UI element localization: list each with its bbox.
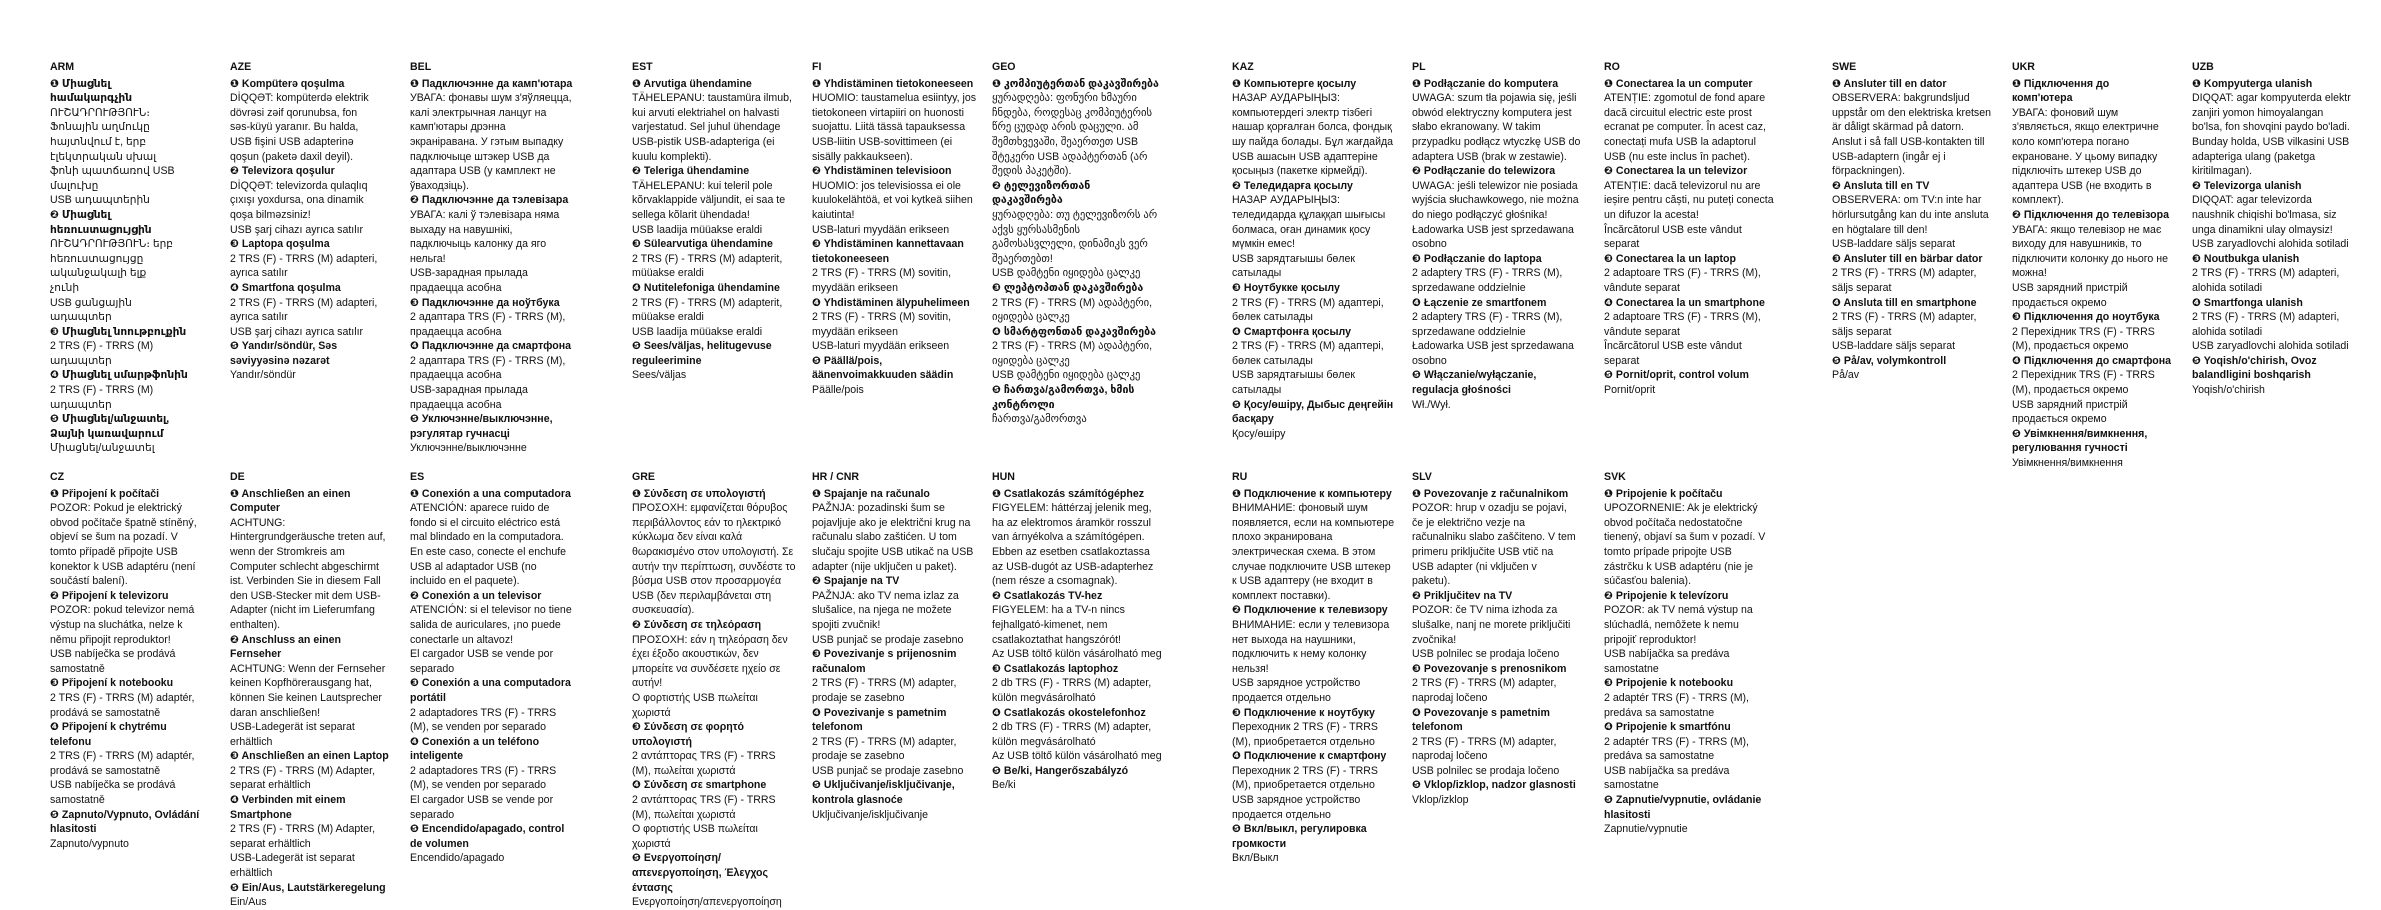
step-heading: ❹ Povezovanje s pametnim telefonom xyxy=(1412,706,1550,734)
instruction-text: 2 TRS (F) - TRRS (M) адаптері, бөлек сатылады xyxy=(1232,340,1384,367)
instruction-text: PAŽNJA: pozadinski šum se pojavljuje ako je električni krug na računalu slabo zaštićen. U tom slučaju spojite USB utikač na USB adapter (nije uključen u paket). xyxy=(812,502,974,573)
instruction-text: POZOR: Pokud je elektrický obvod počítače špatně stíněný, objeví se šum na pozadí. V tomto případě připojte USB konektor k USB adaptéru (není součástí balení). xyxy=(50,502,197,588)
instruction-text: ՈՒՇԱԴՐՈՒԹՅՈՒՆ։ Ֆոնային աղմուկը xyxy=(50,106,150,134)
step-heading: ❶ Ansluter till en dator xyxy=(1832,77,1947,90)
step-heading: ❷ Միացնել հեռուստացույցին xyxy=(50,208,152,236)
step-heading: ❸ Подключение к ноутбуку xyxy=(1232,706,1375,719)
instruction-text: 2 TRS (F) - TRRS (M) адаптері, бөлек сатылады xyxy=(1232,296,1384,324)
instruction-text: 2 TRS (F) - TRRS (M) adapteri, ayrıca satılır xyxy=(230,252,378,280)
instruction-text: TÄHELEPANU: kui teleril pole kõrvaklappide väljundit, ei saa te sellega kõlarit ühendada! xyxy=(632,179,786,221)
step-heading: ❶ Podłączanie do komputera xyxy=(1412,77,1559,90)
instruction-text: Ο φορτιστής USB πωλείται χωριστά xyxy=(632,823,758,850)
step-heading: ❺ Be/ki, Hangerőszabályzó xyxy=(992,764,1129,777)
step-heading: ❸ Anschließen an einen Laptop xyxy=(230,750,389,763)
instruction-text: 2 TRS (F) - TRRS (M) adaptér, prodává se samostatně xyxy=(50,691,195,719)
step-heading: ❸ Conexión a una computadora portátil xyxy=(410,677,571,704)
step-heading: ❺ Уключэнне/выключэнне, рэгулятар гучнасці xyxy=(410,413,553,440)
language-code: BEL xyxy=(410,61,432,73)
step-heading: ❹ Смартфонға қосылу xyxy=(1232,325,1351,338)
instruction-text: USB zaryadlovchi alohida sotiladi xyxy=(2192,238,2349,251)
step-heading: ❶ Arvutiga ühendamine xyxy=(632,77,752,90)
step-heading: ❶ Csatlakozás számítógéphez xyxy=(992,487,1145,500)
instruction-text: ყურადღება: თუ ტელევიზორს არ აქვს ყურსასმენის გამოსასვლელი, დინამიკს ვერ შეაერთებთ! xyxy=(992,208,1158,265)
language-code: KAZ xyxy=(1232,61,1254,73)
instruction-text: Päälle/pois xyxy=(812,384,864,397)
language-code: PL xyxy=(1412,61,1426,73)
step-heading: ❹ Verbinden mit einem Smartphone xyxy=(230,794,346,821)
language-section-cz xyxy=(50,470,200,851)
language-code: HUN xyxy=(992,471,1015,483)
step-heading: ❸ Povezovanje s prenosnikom xyxy=(1412,662,1567,675)
instruction-text: Az USB töltő külön vásárolható meg xyxy=(992,648,1162,661)
step-heading: ❷ Teleriga ühendamine xyxy=(632,165,750,178)
instruction-text: Az USB töltő külön vásárolható meg xyxy=(992,750,1162,763)
instruction-text: USB-laddare säljs separat xyxy=(1832,340,1956,353)
step-heading: ❺ Pornit/oprit, control volum xyxy=(1604,369,1749,382)
step-heading: ❸ Ansluter till en bärbar dator xyxy=(1832,252,1983,265)
language-section-uzb xyxy=(2192,60,2352,398)
step-heading: ❶ Anschließen an einen Computer xyxy=(230,487,351,515)
step-heading: ❷ Spajanje na TV xyxy=(812,575,900,588)
step-heading: ❶ Připojení k počítači xyxy=(50,487,160,500)
language-code: SLV xyxy=(1412,471,1432,483)
step-heading: ❸ Yhdistäminen kannettavaan tietokoneeseen xyxy=(812,238,964,265)
instruction-text: DİQQƏT: kompüterdə elektrik dövrəsi zəif qorunubsa, fon səs-küyü yaranır. Bu halda, USB fişini USB adapterinə qoşun (paketə daxil deyil). xyxy=(230,92,369,163)
instruction-text: ყურადღება: ფონური ხმაური ჩნდება, როდესაც კომპიუტერის წრე ცუდად არის დაცული. ამ შემთხვევაში, შეაერთეთ USB შტეკერი USB ადაპტერთან (არ შედის პაკეტში). xyxy=(992,92,1153,178)
language-code: HR / CNR xyxy=(812,471,860,483)
instruction-text: USB nabíječka se prodává samostatně xyxy=(50,648,176,675)
step-heading: ❺ ჩართვა/გამორთვა, ხმის კონტროლი xyxy=(992,384,1135,411)
step-heading: ❺ Päällä/pois, äänenvoimakkuuden säädin xyxy=(812,354,954,382)
instruction-text: USB nabíjačka sa predáva samostatne xyxy=(1604,648,1730,675)
instruction-text: USB-Ladegerät ist separat erhältlich xyxy=(230,852,355,880)
step-heading: ❺ Увімкнення/вимкнення, регулювання гучності xyxy=(2012,427,2148,455)
step-heading: ❹ Падключэнне да смартфона xyxy=(410,340,572,353)
step-heading: ❶ Yhdistäminen tietokoneeseen xyxy=(812,77,974,90)
language-section-ru xyxy=(1232,470,1397,866)
instruction-text: 2 TRS (F) - TRRS (M) adapterit, müüakse eraldi xyxy=(632,296,783,324)
instruction-text: USB-Ladegerät ist separat erhältlich xyxy=(230,721,355,748)
step-heading: ❷ Підключення до телевізора xyxy=(2012,208,2169,221)
instruction-text: 2 db TRS (F) - TRRS (M) adapter, külön megvásárolható xyxy=(992,721,1152,748)
instruction-text: 2 db TRS (F) - TRRS (M) adapter, külön megvásárolható xyxy=(992,677,1152,704)
step-heading: ❷ Televizora qoşulur xyxy=(230,165,335,178)
instruction-text: 2 adaptér TRS (F) - TRRS (M), predáva sa samostatne xyxy=(1604,735,1750,763)
instruction-text: TÄHELEPANU: taustamüra ilmub, kui arvuti elektriahel on halvasti varjestatud. Sel juhul ühendage USB-pistik USB-adapteriga (ei kuulu komplekti). xyxy=(632,92,792,163)
step-heading: ❷ Anschluss an einen Fernseher xyxy=(230,633,342,661)
step-heading: ❺ Włączanie/wyłączanie, regulacja głośności xyxy=(1412,369,1537,397)
instruction-text: 2 TRS (F) - TRRS (M) ადაპტერი, იყიდება ცალკე xyxy=(992,340,1153,367)
instruction-text: USB şarj cihazı ayrıca satılır xyxy=(230,223,364,236)
step-heading: ❸ Csatlakozás laptophoz xyxy=(992,662,1119,675)
step-heading: ❶ Kompyuterga ulanish xyxy=(2192,77,2313,90)
instruction-text: Переходник 2 TRS (F) - TRRS (M), приобретается отдельно xyxy=(1232,721,1378,748)
instruction-text: ֆոնի պատճառով USB մալուխը xyxy=(50,165,175,192)
instruction-text: 2 TRS (F) - TRRS (M) adapter, prodaje se zasebno xyxy=(812,735,957,763)
instruction-text: 2 TRS (F) - TRRS (M) adapteri, alohida sotiladi xyxy=(2192,311,2340,338)
language-code: CZ xyxy=(50,471,65,483)
instruction-text: Încărcătorul USB este vândut separat xyxy=(1604,223,1742,251)
step-heading: ❺ Vklop/izklop, nadzor glasnosti xyxy=(1412,779,1576,792)
step-heading: ❸ Ноутбукке қосылу xyxy=(1232,281,1340,294)
instruction-text: UWAGA: szum tła pojawia się, jeśli obwód elektryczny komputera jest słabo ekranowany. W takim przypadku podłącz wtyczkę USB do adaptera USB (brak w zestawie). xyxy=(1412,92,1581,163)
step-heading: ❹ Подключение к смартфону xyxy=(1232,750,1387,763)
step-heading: ❸ Conectarea la un laptop xyxy=(1604,252,1736,265)
instruction-text: 2 TRS (F) - TRRS (M) adapter, säljs separat xyxy=(1832,267,1977,294)
step-heading: ❶ კომპიუტერთან დაკავშირება xyxy=(992,77,1159,90)
instruction-text: Ładowarka USB jest sprzedawana osobno xyxy=(1412,223,1574,251)
instruction-text: FIGYELEM: ha a TV-n nincs fejhallgató-kimenet, nem csatlakoztathat hangszórót! xyxy=(992,604,1125,646)
step-heading: ❷ Теледидарға қосылу xyxy=(1232,179,1353,192)
instruction-text: USB-laddare säljs separat xyxy=(1832,238,1956,251)
instruction-text: På/av xyxy=(1832,369,1860,382)
instruction-text: 2 TRS (F) - TRRS (M) adapter, naprodaj ločeno xyxy=(1412,735,1557,763)
instruction-text: USB-laturi myydään erikseen xyxy=(812,223,950,236)
language-section-ukr xyxy=(2012,60,2172,471)
step-heading: ❸ Միացնել նոութբուքին xyxy=(50,325,187,338)
step-heading: ❷ Televizorga ulanish xyxy=(2192,179,2302,192)
language-section-gre xyxy=(632,470,797,910)
language-code: DE xyxy=(230,471,245,483)
instruction-text: DIQQAT: agar kompyuterda elektr zanjiri yomon himoyalangan bo'lsa, fon shovqini paydo bo'ladi. Bunday holda, USB vilkasini USB adapteriga ulang (paketga kiritilmagan). xyxy=(2192,92,2351,178)
step-heading: ❶ Pripojenie k počítaču xyxy=(1604,487,1723,500)
step-heading: ❹ Připojení k chytrému telefonu xyxy=(50,721,167,748)
instruction-text: El cargador USB se vende por separado xyxy=(410,794,554,821)
step-heading: ❸ Sülearvutiga ühendamine xyxy=(632,238,773,251)
step-heading: ❹ Conexión a un teléfono inteligente xyxy=(410,735,540,763)
instruction-text: ACHTUNG: Hintergrundgeräusche treten auf, wenn der Stromkreis am Computer schlecht abgeschirmt ist. Verbinden Sie in diesem Fall den USB-Stecker mit dem USB-Adapter (nicht im Lieferumfang enthalten). xyxy=(230,516,386,631)
step-heading: ❺ Вкл/выкл, регулировка громкости xyxy=(1232,823,1367,850)
instruction-text: Ο φορτιστής USB πωλείται χωριστά xyxy=(632,691,758,719)
language-section-geo xyxy=(992,60,1162,427)
step-heading: ❹ Smartfona qoşulma xyxy=(230,281,341,294)
step-heading: ❷ Podłączanie do telewizora xyxy=(1412,165,1556,178)
language-code: AZE xyxy=(230,61,252,73)
instruction-text: ВНИМАНИЕ: фоновый шум появляется, если на компьютере плохо экранирована электрическая схема. В этом случае подключите USB штекер к USB адаптеру (не входит в комплект поставки). xyxy=(1232,502,1395,602)
instruction-text: Қосу/өшіру xyxy=(1232,427,1286,440)
instruction-text: 2 TRS (F) - TRRS (M) adaptér, prodává se samostatně xyxy=(50,750,195,777)
step-heading: ❸ Pripojenie k notebooku xyxy=(1604,677,1734,690)
instruction-text: Vklop/izklop xyxy=(1412,794,1469,807)
instruction-text: 2 TRS (F) - TRRS (M) ադապտեր xyxy=(50,384,154,411)
instruction-text: 2 adaptadores TRS (F) - TRRS (M), se venden por separado xyxy=(410,764,557,792)
step-heading: ❹ Yhdistäminen älypuhelimeen xyxy=(812,296,970,309)
language-section-arm xyxy=(50,60,190,456)
instruction-text: Zapnuto/vypnuto xyxy=(50,837,129,850)
step-heading: ❶ Підключення до комп'ютера xyxy=(2012,77,2110,105)
step-heading: ❶ Kompüterə qoşulma xyxy=(230,77,345,90)
instruction-text: УВАГА: фонавы шум з'яўляецца, калі электрычная ланцуг на камп'ютары дрэнна экраніравана. У гэтым выпадку падключыце штэкер USB да адаптара USB (у камплект не ўваходзіць). xyxy=(410,92,572,192)
language-code: UZB xyxy=(2192,61,2214,73)
step-heading: ❺ Միացնել/անջատել, Ձայնի կառավարում xyxy=(50,413,170,440)
instruction-text: Ładowarka USB jest sprzedawana osobno xyxy=(1412,340,1574,367)
language-section-slv xyxy=(1412,470,1577,808)
instruction-text: FIGYELEM: háttérzaj jelenik meg, ha az elektromos áramkör rosszul van árnyékolva a számítógépen. Ebben az esetben csatlakoztassa az USB-dugót az USB-adapterhez (nem része a csomagnak). xyxy=(992,502,1154,588)
language-code: EST xyxy=(632,61,653,73)
instruction-text: УВАГА: калі ў тэлевізара няма выхаду на навушнікі, падключыць калонку да яго нельга! xyxy=(410,208,560,265)
instruction-text: Ein/Aus xyxy=(230,896,267,909)
step-heading: ❹ Smartfonga ulanish xyxy=(2192,296,2303,309)
step-heading: ❺ Yoqish/o'chirish, Ovoz balandligini boshqarish xyxy=(2192,354,2317,382)
step-heading: ❸ Podłączanie do laptopa xyxy=(1412,252,1542,265)
instruction-text: հեռուստացույցը ականջակալի ելք xyxy=(50,252,147,280)
instruction-text: UWAGA: jeśli telewizor nie posiada wyjścia słuchawkowego, nie można do niego podłączyć głośnika! xyxy=(1412,179,1579,221)
step-heading: ❹ Łączenie ze smartfonem xyxy=(1412,296,1547,309)
step-heading: ❷ Conectarea la un televizor xyxy=(1604,165,1748,178)
step-heading: ❹ Σύνδεση σε smartphone xyxy=(632,779,767,792)
step-heading: ❺ Ενεργοποίηση/απενεργοποίηση, Έλεγχος έντασης xyxy=(632,852,769,894)
step-heading: ❹ Csatlakozás okostelefonhoz xyxy=(992,706,1146,719)
step-heading: ❺ Sees/väljas, helitugevuse reguleerimine xyxy=(632,340,772,367)
step-heading: ❷ Ansluta till en TV xyxy=(1832,179,1930,192)
instruction-text: Yandır/söndür xyxy=(230,369,296,382)
instruction-text: Увімкнення/вимкнення xyxy=(2012,457,2123,470)
step-heading: ❹ სმარტფონთან დაკავშირება xyxy=(992,325,1156,338)
instruction-text: USB nabíječka se prodává samostatně xyxy=(50,779,176,807)
instruction-text: НАЗАР АУДАРЫҢЫЗ: компьютердегі электр тізбегі нашар қорғалған болса, фондық шу пайда болады. Бұл жағдайда USB ашасын USB адаптеріне қосыңыз (пакетке кірмейді). xyxy=(1232,92,1394,178)
instruction-text: USB зарядний пристрій продається окремо xyxy=(2012,398,2128,426)
instruction-text: USB polnilec se prodaja ločeno xyxy=(1412,764,1560,777)
instruction-text: OBSERVERA: om TV:n inte har hörlursutgång kan du inte ansluta en högtalare till den! xyxy=(1832,194,1989,236)
instruction-text: POZOR: ak TV nemá výstup na slúchadlá, nemôžete k nemu pripojiť reproduktor! xyxy=(1604,604,1753,646)
instruction-text: Pornit/oprit xyxy=(1604,384,1656,397)
instruction-text: USB-зарадная прылада прадаецца асобна xyxy=(410,384,528,411)
step-heading: ❹ Pripojenie k smartfónu xyxy=(1604,721,1731,734)
language-section-svk xyxy=(1604,470,1774,837)
instruction-text: POZOR: če TV nima izhoda za slušalke, nanj ne morete priključiti zvočnika! xyxy=(1412,604,1571,646)
instruction-text: Be/ki xyxy=(992,779,1016,792)
instruction-text: УВАГА: якщо телевізор не має виходу для навушників, то підключити колонку до нього не можна! xyxy=(2012,223,2169,280)
instruction-text: ATENCIÓN: aparece ruido de fondo si el circuito eléctrico está mal blindado en la computadora. En este caso, conecte el enchufe USB al adaptador USB (no incluido en el paquete). xyxy=(410,502,567,588)
step-heading: ❸ Povezivanje s prijenosnim računalom xyxy=(812,648,957,675)
instruction-text: 2 TRS (F) - TRRS (M) adapter, säljs separat xyxy=(1832,311,1977,338)
step-heading: ❺ Zapnuto/Vypnuto, Ovládání hlasitosti xyxy=(50,808,200,836)
instruction-text: 2 адаптара TRS (F) - TRRS (M), прадаецца асобна xyxy=(410,354,566,382)
step-heading: ❸ Σύνδεση σε φορητό υπολογιστή xyxy=(632,721,744,748)
instruction-text: 2 Перехідник TRS (F) - TRRS (M), продається окремо xyxy=(2012,325,2155,353)
step-heading: ❸ ლეპტოპთან დაკავშირება xyxy=(992,281,1144,294)
instruction-text: 2 adaptadores TRS (F) - TRRS (M), se venden por separado xyxy=(410,706,557,734)
step-heading: ❺ Қосу/өшіру, Дыбыс деңгейін басқару xyxy=(1232,398,1394,426)
instruction-text: PAŽNJA: ako TV nema izlaz za slušalice, na njega ne možete spojiti zvučnik! xyxy=(812,589,959,631)
instruction-text: Uključivanje/isključivanje xyxy=(812,808,928,821)
instruction-text: հայտնվում է, երբ էլեկտրական սխալ xyxy=(50,135,157,163)
instruction-text: 2 adaptoare TRS (F) - TRRS (M), vândute separat xyxy=(1604,267,1761,294)
instruction-text: ВНИМАНИЕ: если у телевизора нет выхода на наушники, подключить к нему колонку нельзя! xyxy=(1232,618,1390,675)
instruction-text: 2 adaptery TRS (F) - TRRS (M), sprzedawane oddzielnie xyxy=(1412,311,1563,338)
step-heading: ❹ Povezivanje s pametnim telefonom xyxy=(812,706,947,734)
instruction-text: Вкл/Выкл xyxy=(1232,852,1279,865)
instruction-text: ՈՒՇԱԴՐՈՒԹՅՈՒՆ։ երբ xyxy=(50,238,174,251)
instruction-text: USB punjač se prodaje zasebno xyxy=(812,764,964,777)
instruction-text: 2 TRS (F) - TRRS (M) adapteri, alohida sotiladi xyxy=(2192,267,2340,294)
step-heading: ❶ Подключение к компьютеру xyxy=(1232,487,1392,500)
step-heading: ❹ Ansluta till en smartphone xyxy=(1832,296,1977,309)
step-heading: ❷ Priključitev na TV xyxy=(1412,589,1513,602)
step-heading: ❷ Připojení k televizoru xyxy=(50,589,169,602)
step-heading: ❶ Падключэнне да камп'ютара xyxy=(410,77,573,90)
instruction-text: 2 TRS (F) - TRRS (M) sovitin, myydään erikseen xyxy=(812,311,952,338)
language-code: GRE xyxy=(632,471,655,483)
step-heading: ❷ Conexión a un televisor xyxy=(410,589,542,602)
instruction-text: HUOMIO: taustamelua esiintyy, jos tietokoneen virtapiiri on huonosti suojattu. Liitä tässä tapauksessa USB-liitin USB-sovittimeen (ei sisälly pakkaukseen). xyxy=(812,92,977,163)
step-heading: ❸ Připojení k notebooku xyxy=(50,677,174,690)
step-heading: ❷ Падключэнне да тэлевізара xyxy=(410,194,569,207)
step-heading: ❶ Spajanje na računalo xyxy=(812,487,930,500)
step-heading: ❷ Σύνδεση σε τηλεόραση xyxy=(632,618,762,631)
step-heading: ❶ Conectarea la un computer xyxy=(1604,77,1753,90)
instruction-text: USB polnilec se prodaja ločeno xyxy=(1412,648,1560,661)
instruction-text: USB laadija müüakse eraldi xyxy=(632,223,763,236)
instruction-text: НАЗАР АУДАРЫҢЫЗ: теледидарда құлаққап шығысы болмаса, оған динамик қосу мүмкін емес! xyxy=(1232,194,1386,251)
instruction-text: 2 adaptér TRS (F) - TRRS (M), predáva sa samostatne xyxy=(1604,691,1750,719)
language-section-swe xyxy=(1832,60,1992,383)
instruction-text: УВАГА: фоновий шум з'являється, якщо електричне коло комп'ютера погано екрановане. У цьому випадку підключіть штекер USB до адаптера USB (не входить в комплект). xyxy=(2012,106,2159,207)
instruction-text: 2 TRS (F) - TRRS (M) ადაპტერი, იყიდება ცალკე xyxy=(992,296,1153,324)
language-code: FI xyxy=(812,61,822,73)
instruction-text: ACHTUNG: Wenn der Fernseher keinen Kopfhörerausgang hat, können Sie keinen Lautsprecher daran anschließen! xyxy=(230,662,386,719)
instruction-text: UPOZORNENIE: Ak je elektrický obvod počítača nedostatočne tienený, objaví sa šum v pozadí. V tomto prípade pripojte USB zástrčku k USB adaptéru (nie je súčasťou balenia). xyxy=(1604,502,1766,588)
instruction-text: HUOMIO: jos televisiossa ei ole kuulokelähtöä, et voi kytkeä siihen kaiutinta! xyxy=(812,179,973,221)
instruction-text: 2 Перехідник TRS (F) - TRRS (M), продається окремо xyxy=(2012,369,2155,397)
language-section-aze xyxy=(230,60,380,383)
instruction-text: ΠΡΟΣΟΧΗ: εάν η τηλεόραση δεν έχει έξοδο ακουστικών, δεν μπορείτε να συνδέσετε ηχείο σε αυτήν! xyxy=(632,633,788,690)
step-heading: ❹ Միացնել սմարթֆոնին xyxy=(50,369,188,382)
instruction-text: POZOR: pokud televizor nemá výstup na sluchátka, nelze k němu připojit reproduktor! xyxy=(50,604,195,646)
instruction-text: USB-зарадная прылада прадаецца асобна xyxy=(410,267,528,294)
language-code: GEO xyxy=(992,61,1016,73)
instruction-text: DIQQAT: agar televizorda naushnik chiqishi bo'lmasa, siz unga dinamikni ulay olmaysiz! xyxy=(2192,194,2337,236)
instruction-text: Encendido/apagado xyxy=(410,852,505,865)
language-section-hun xyxy=(992,470,1162,793)
instruction-text: USB zaryadlovchi alohida sotiladi xyxy=(2192,340,2349,353)
language-section-ro xyxy=(1604,60,1774,398)
instruction-text: USB-laturi myydään erikseen xyxy=(812,340,950,353)
instruction-text: USB зарядтағышы бөлек сатылады xyxy=(1232,252,1355,280)
language-code: ARM xyxy=(50,61,75,73)
instruction-text: USB зарядное устройство продается отдельно xyxy=(1232,794,1361,821)
instruction-text: USB punjač se prodaje zasebno xyxy=(812,633,964,646)
instruction-text: USB ադապտերին xyxy=(50,194,150,207)
step-heading: ❺ Yandır/söndür, Səs səviyyəsinə nəzarət xyxy=(230,340,338,367)
step-heading: ❷ Pripojenie k televízoru xyxy=(1604,589,1729,602)
language-code: SVK xyxy=(1604,471,1626,483)
instruction-text: 2 TRS (F) - TRRS (M) Adapter, separat erhältlich xyxy=(230,764,376,792)
instruction-text: 2 αντάπτορας TRS (F) - TRRS (M), πωλείται χωριστά xyxy=(632,750,776,777)
instruction-text: Ενεργοποίηση/απενεργοποίηση xyxy=(632,896,782,909)
step-heading: ❷ ტელევიზორთან დაკავშირება xyxy=(992,179,1091,207)
step-heading: ❸ Падключэнне да ноўтбука xyxy=(410,296,560,309)
instruction-text: USB დამტენი იყიდება ცალკე xyxy=(992,369,1141,382)
step-heading: ❷ Csatlakozás TV-hez xyxy=(992,589,1103,602)
instruction-text: 2 TRS (F) - TRRS (M) adapteri, ayrıca satılır xyxy=(230,296,378,324)
instruction-text: USB şarj cihazı ayrıca satılır xyxy=(230,325,364,338)
step-heading: ❷ Подключение к телевизору xyxy=(1232,604,1388,617)
step-heading: ❺ På/av, volymkontroll xyxy=(1832,354,1947,367)
step-heading: ❶ Σύνδεση σε υπολογιστή xyxy=(632,487,766,500)
language-section-kaz xyxy=(1232,60,1402,441)
language-section-pl xyxy=(1412,60,1582,412)
step-heading: ❶ Միացնել համակարգչին xyxy=(50,77,133,105)
language-section-fi xyxy=(812,60,977,398)
instruction-text: USB დამტენი იყიდება ცალკე xyxy=(992,267,1141,280)
instruction-text: OBSERVERA: bakgrundsljud uppstår om den elektriska kretsen är dåligt skärmad på datorn. Anslut i så fall USB-kontakten till USB-adaptern (ingår ej i förpackningen). xyxy=(1832,92,1991,178)
step-heading: ❸ Noutbukga ulanish xyxy=(2192,252,2300,265)
step-heading: ❸ Підключення до ноутбука xyxy=(2012,311,2160,324)
instruction-text: 2 адаптара TRS (F) - TRRS (M), прадаецца асобна xyxy=(410,311,566,338)
instruction-text: ATENȚIE: zgomotul de fond apare dacă circuitul electric este prost ecranat pe computer. În acest caz, conectați mufa USB la adaptorul USB (nu este inclus în pachet). xyxy=(1604,92,1766,163)
step-heading: ❶ Компьютерге қосылу xyxy=(1232,77,1357,90)
step-heading: ❸ Laptopa qoşulma xyxy=(230,238,330,251)
instruction-text: 2 TRS (F) - TRRS (M) adapterit, müüakse eraldi xyxy=(632,252,783,280)
instruction-text: Zapnutie/vypnutie xyxy=(1604,823,1688,836)
instruction-text: չունի xyxy=(50,281,80,294)
step-heading: ❺ Ein/Aus, Lautstärkeregelung xyxy=(230,881,386,894)
language-section-bel xyxy=(410,60,575,456)
language-section-de xyxy=(230,470,390,910)
instruction-text: 2 TRS (F) - TRRS (M) adapter, prodaje se zasebno xyxy=(812,677,957,704)
instruction-text: Переходник 2 TRS (F) - TRRS (M), приобретается отдельно xyxy=(1232,764,1378,792)
step-heading: ❺ Encendido/apagado, control de volumen xyxy=(410,823,565,850)
instruction-text: Միացնել/անջատել xyxy=(50,442,155,455)
instruction-text: Sees/väljas xyxy=(632,369,687,382)
instruction-text: ATENCIÓN: si el televisor no tiene salida de auriculares, ¡no puede conectarle un altavoz! xyxy=(410,604,572,646)
step-heading: ❹ Nutitelefoniga ühendamine xyxy=(632,281,780,294)
instruction-text: 2 TRS (F) - TRRS (M) sovitin, myydään erikseen xyxy=(812,267,952,294)
instruction-text: USB ցանցային ադապտեր xyxy=(50,296,132,324)
language-code: RO xyxy=(1604,61,1620,73)
language-code: RU xyxy=(1232,471,1248,483)
instruction-text: USB зарядное устройство продается отдельно xyxy=(1232,677,1361,704)
instruction-text: 2 αντάπτορας TRS (F) - TRRS (M), πωλείται χωριστά xyxy=(632,794,776,821)
instruction-text: 2 adaptery TRS (F) - TRRS (M), sprzedawane oddzielnie xyxy=(1412,267,1563,294)
step-heading: ❷ Yhdistäminen televisioon xyxy=(812,165,952,178)
instruction-text: Уключэнне/выключэнне xyxy=(410,442,527,455)
language-section-est xyxy=(632,60,797,383)
step-heading: ❹ Підключення до смартфона xyxy=(2012,354,2171,367)
step-heading: ❶ Conexión a una computadora xyxy=(410,487,571,500)
language-section-es xyxy=(410,470,575,866)
instruction-text: USB зарядний пристрій продається окремо xyxy=(2012,281,2128,309)
instruction-text: DİQQƏT: televizorda qulaqlıq çıxışı yoxdursa, ona dinamik qoşa bilməzsiniz! xyxy=(230,179,368,221)
language-code: SWE xyxy=(1832,61,1857,73)
step-heading: ❺ Uključivanje/isključivanje, kontrola glasnoće xyxy=(812,779,955,807)
language-code: ES xyxy=(410,471,425,483)
step-heading: ❹ Conectarea la un smartphone xyxy=(1604,296,1765,309)
instruction-text: Încărcătorul USB este vândut separat xyxy=(1604,340,1742,367)
instruction-text: Wł./Wył. xyxy=(1412,398,1451,411)
instruction-text: 2 TRS (F) - TRRS (M) adapter, naprodaj ločeno xyxy=(1412,677,1557,704)
instruction-text: 2 TRS (F) - TRRS (M) ադապտեր xyxy=(50,340,154,367)
instruction-text: USB laadija müüakse eraldi xyxy=(632,325,763,338)
instruction-text: El cargador USB se vende por separado xyxy=(410,648,554,675)
instruction-text: Yoqish/o'chirish xyxy=(2192,384,2265,397)
language-code: UKR xyxy=(2012,61,2035,73)
instruction-text: ΠΡΟΣΟΧΗ: εμφανίζεται θόρυβος περιβάλλοντος εάν το ηλεκτρικό κύκλωμα δεν είναι καλά θωρακισμένο στον υπολογιστή. Σε αυτήν την περίπτωση, συνδέστε το βύσμα USB στον προσαρμογέα USB (δεν περιλαμβάνεται στη συσκευασία). xyxy=(632,502,796,617)
instruction-text: ATENȚIE: dacă televizorul nu are ieșire pentru căști, nu puteți conecta un difuzor la acesta! xyxy=(1604,179,1774,221)
instruction-text: USB зарядтағышы бөлек сатылады xyxy=(1232,369,1355,397)
instruction-text: 2 adaptoare TRS (F) - TRRS (M), vândute separat xyxy=(1604,311,1761,338)
step-heading: ❺ Zapnutie/vypnutie, ovládanie hlasitosti xyxy=(1604,794,1762,821)
instruction-text: 2 TRS (F) - TRRS (M) Adapter, separat erhältlich xyxy=(230,823,376,850)
instruction-text: USB nabíjačka sa predáva samostatne xyxy=(1604,764,1730,792)
language-section-hr-cnr xyxy=(812,470,977,822)
step-heading: ❶ Povezovanje z računalnikom xyxy=(1412,487,1569,500)
instruction-text: POZOR: hrup v ozadju se pojavi, če je električno vezje na računalniku slabo zaščiteno. V tem primeru priključite USB vtič na USB adapter (ni vključen v paketu). xyxy=(1412,502,1576,588)
instruction-text: ჩართვა/გამორთვა xyxy=(992,413,1087,426)
